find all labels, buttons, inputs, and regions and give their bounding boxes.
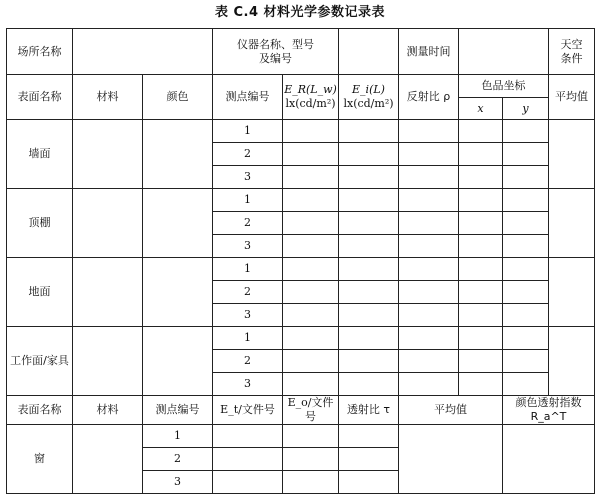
table-caption: 表 C.4 材料光学参数记录表 — [214, 5, 386, 20]
y-cell[interactable] — [503, 235, 549, 258]
er-cell[interactable] — [283, 350, 339, 373]
point-no: 1 — [213, 120, 283, 143]
instrument-label — [213, 29, 339, 75]
surface-name-ceiling: 顶棚 — [7, 189, 73, 258]
x-cell[interactable] — [459, 327, 503, 350]
col-average: 平均值 — [549, 75, 595, 120]
table-row — [7, 258, 595, 281]
place-name-label: 场所名称 — [7, 29, 73, 75]
ei-cell[interactable] — [339, 304, 399, 327]
reflectance-cell[interactable] — [399, 189, 459, 212]
table-row — [7, 120, 595, 143]
average-cell[interactable] — [549, 189, 595, 258]
ei-cell[interactable] — [339, 120, 399, 143]
er-cell[interactable] — [283, 189, 339, 212]
er-cell[interactable] — [283, 166, 339, 189]
y-cell[interactable] — [503, 350, 549, 373]
point-no: 3 — [143, 471, 213, 494]
transmittance-cell[interactable] — [339, 471, 399, 494]
average-cell[interactable] — [549, 327, 595, 396]
x-cell[interactable] — [459, 281, 503, 304]
er-cell[interactable] — [283, 120, 339, 143]
x-cell[interactable] — [459, 120, 503, 143]
info-row — [7, 29, 595, 75]
wcol-color-index: 颜色透射指数 R_a^T — [503, 396, 595, 425]
er-cell[interactable] — [283, 327, 339, 350]
y-cell[interactable] — [503, 304, 549, 327]
reflectance-cell[interactable] — [399, 120, 459, 143]
material-cell[interactable] — [73, 189, 143, 258]
x-cell[interactable] — [459, 189, 503, 212]
point-no: 2 — [213, 143, 283, 166]
point-no: 2 — [213, 212, 283, 235]
average-cell[interactable] — [549, 120, 595, 189]
point-no: 3 — [213, 235, 283, 258]
ei-cell[interactable] — [339, 143, 399, 166]
ei-cell[interactable] — [339, 235, 399, 258]
y-cell[interactable] — [503, 212, 549, 235]
y-cell[interactable] — [503, 143, 549, 166]
x-cell[interactable] — [459, 212, 503, 235]
et-cell[interactable] — [213, 448, 283, 471]
col-surface-name: 表面名称 — [7, 75, 73, 120]
instrument-label-line1: 仪器名称、型号 — [237, 37, 314, 51]
point-no: 3 — [213, 373, 283, 396]
ei-cell[interactable] — [339, 281, 399, 304]
col-point-no: 测点编号 — [213, 75, 283, 120]
ei-cell[interactable] — [339, 373, 399, 396]
y-cell[interactable] — [503, 258, 549, 281]
col-ei-line1: E_i(L) — [352, 83, 385, 96]
material-cell[interactable] — [73, 327, 143, 396]
point-no: 1 — [213, 327, 283, 350]
y-cell[interactable] — [503, 120, 549, 143]
column-header-row — [7, 75, 595, 98]
reflectance-cell[interactable] — [399, 258, 459, 281]
col-color: 颜色 — [143, 75, 213, 120]
window-header-row — [7, 396, 595, 425]
color-cell[interactable] — [143, 258, 213, 327]
transmittance-cell[interactable] — [339, 448, 399, 471]
sky-label-line2: 条件 — [560, 51, 583, 65]
wcol-eo-file: E_o/文件号 — [283, 396, 339, 425]
sky-condition-label — [549, 29, 595, 75]
y-cell[interactable] — [503, 327, 549, 350]
reflectance-cell[interactable] — [399, 281, 459, 304]
ei-cell[interactable] — [339, 212, 399, 235]
instrument-value[interactable] — [339, 29, 399, 75]
wcol-et-file: E_t/文件号 — [213, 396, 283, 425]
er-cell[interactable] — [283, 304, 339, 327]
wcol-transmittance: 透射比 τ — [339, 396, 399, 425]
col-er-line2: lx(cd/m²) — [285, 97, 336, 110]
y-cell[interactable] — [503, 166, 549, 189]
ei-cell[interactable] — [339, 189, 399, 212]
x-cell[interactable] — [459, 373, 503, 396]
place-name-value[interactable] — [73, 29, 213, 75]
eo-cell[interactable] — [283, 471, 339, 494]
table-row — [7, 327, 595, 350]
x-cell[interactable] — [459, 235, 503, 258]
point-no: 1 — [213, 189, 283, 212]
color-cell[interactable] — [143, 189, 213, 258]
col-ei-line2: lx(cd/m²) — [343, 97, 394, 110]
et-cell[interactable] — [213, 471, 283, 494]
ei-cell[interactable] — [339, 166, 399, 189]
sky-label-line1: 天空 — [560, 37, 583, 51]
table-row — [7, 425, 595, 448]
eo-cell[interactable] — [283, 425, 339, 448]
transmittance-cell[interactable] — [339, 425, 399, 448]
reflectance-cell[interactable] — [399, 304, 459, 327]
average-cell[interactable] — [399, 425, 503, 494]
reflectance-cell[interactable] — [399, 166, 459, 189]
surface-name-window: 窗 — [7, 425, 73, 494]
measure-time-value[interactable] — [459, 29, 549, 75]
reflectance-cell[interactable] — [399, 327, 459, 350]
color-cell[interactable] — [143, 120, 213, 189]
x-cell[interactable] — [459, 166, 503, 189]
er-cell[interactable] — [283, 258, 339, 281]
reflectance-cell[interactable] — [399, 212, 459, 235]
ei-cell[interactable] — [339, 258, 399, 281]
col-ei — [339, 75, 399, 120]
optical-parameter-table — [6, 28, 595, 494]
reflectance-cell[interactable] — [399, 350, 459, 373]
reflectance-cell[interactable] — [399, 143, 459, 166]
y-cell[interactable] — [503, 373, 549, 396]
reflectance-cell[interactable] — [399, 373, 459, 396]
reflectance-cell[interactable] — [399, 235, 459, 258]
col-er-line1: E_R(L_w) — [284, 83, 337, 96]
x-cell[interactable] — [459, 350, 503, 373]
point-no: 2 — [213, 350, 283, 373]
material-cell[interactable] — [73, 425, 143, 494]
point-no: 2 — [213, 281, 283, 304]
point-no: 1 — [143, 425, 213, 448]
et-cell[interactable] — [213, 425, 283, 448]
col-chroma: 色品坐标 — [459, 75, 549, 98]
surface-name-workplane: 工作面/家具 — [7, 327, 73, 396]
surface-name-wall: 墙面 — [7, 120, 73, 189]
eo-cell[interactable] — [283, 448, 339, 471]
col-chroma-x: x — [459, 98, 503, 120]
ei-cell[interactable] — [339, 327, 399, 350]
point-no: 3 — [213, 166, 283, 189]
color-index-cell[interactable] — [503, 425, 595, 494]
x-cell[interactable] — [459, 143, 503, 166]
wcol-material: 材料 — [73, 396, 143, 425]
er-cell[interactable] — [283, 373, 339, 396]
point-no: 1 — [213, 258, 283, 281]
y-cell[interactable] — [503, 281, 549, 304]
er-cell[interactable] — [283, 212, 339, 235]
x-cell[interactable] — [459, 258, 503, 281]
er-cell[interactable] — [283, 143, 339, 166]
material-cell[interactable] — [73, 120, 143, 189]
wcol-surface-name: 表面名称 — [7, 396, 73, 425]
x-cell[interactable] — [459, 304, 503, 327]
average-cell[interactable] — [549, 258, 595, 327]
col-material: 材料 — [73, 75, 143, 120]
measure-time-label: 测量时间 — [399, 29, 459, 75]
col-reflectance: 反射比 ρ — [399, 75, 459, 120]
col-er — [283, 75, 339, 120]
wcol-point-no: 测点编号 — [143, 396, 213, 425]
er-cell[interactable] — [283, 281, 339, 304]
surface-name-floor: 地面 — [7, 258, 73, 327]
ei-cell[interactable] — [339, 350, 399, 373]
instrument-label-line2: 及编号 — [259, 51, 292, 65]
wcol-average: 平均值 — [399, 396, 503, 425]
col-chroma-y: y — [503, 98, 549, 120]
er-cell[interactable] — [283, 235, 339, 258]
point-no: 2 — [143, 448, 213, 471]
point-no: 3 — [213, 304, 283, 327]
color-cell[interactable] — [143, 327, 213, 396]
y-cell[interactable] — [503, 189, 549, 212]
table-row — [7, 189, 595, 212]
material-cell[interactable] — [73, 258, 143, 327]
